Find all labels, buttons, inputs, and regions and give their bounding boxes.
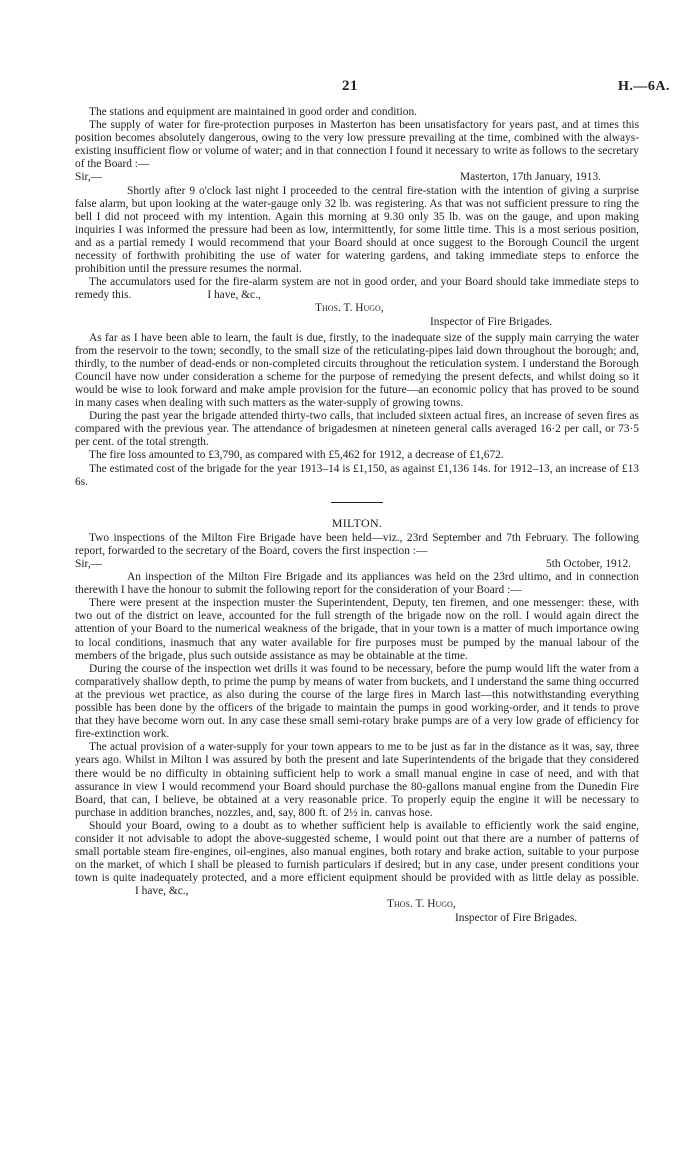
- paragraph-stations: The stations and equipment are maintained in good order and condition.: [89, 106, 418, 118]
- document-reference: H.—6A.: [618, 79, 670, 94]
- paragraph-water-supply: The supply of water for fire-protection purposes in Masterton has been unsatisfactory for years past, and at times this position becomes absolutely dangerous, owing to the very low pressure prevailing at the time, combined with the always-existing insufficient flow or volume of water; and in that connection I found it necessary to write as follows to the secretary of the Board :—: [75, 119, 639, 171]
- letter2-paragraph-1: An inspection of the Milton Fire Brigade and its appliances was held on the 23rd ultimo, and in connection therewith I have the honour to submit the following report for the consideration of your Board :—: [75, 571, 639, 597]
- letter2-date: 5th October, 1912.: [546, 558, 631, 570]
- letter1-title: Inspector of Fire Brigades.: [430, 315, 553, 328]
- letter2-signature: Thos. T. Hugo,: [387, 898, 456, 911]
- letter2-title: Inspector of Fire Brigades.: [455, 911, 578, 924]
- letter1-paragraph-2-text: The accumulators used for the fire-alarm system are not in good order, and your Board should take immediate steps to remedy this.: [75, 276, 639, 302]
- letter1-closing: I have, &c.,: [207, 289, 261, 302]
- letter1-paragraph-2: [75, 276, 639, 302]
- paragraph-calls: During the past year the brigade attended thirty-two calls, that included sixteen actual fires, an increase of seven fires as compared with the previous year. The attendance of brigadesmen at nineteen general calls averaged 16·2 per call, or 73·5 per cent. of the total strength.: [75, 410, 639, 449]
- section-divider: [331, 502, 383, 503]
- section-heading-milton: MILTON.: [331, 515, 383, 530]
- letter1-salutation-row: [75, 171, 639, 184]
- paragraph-milton-inspections: Two inspections of the Milton Fire Brigade have been held—viz., 23rd September and 7th February. The following report, forwarded to the secretary of the Board, covers the first inspection :—: [75, 531, 639, 557]
- page-number: 21: [342, 78, 358, 94]
- letter2-salutation-row: [75, 558, 639, 571]
- letter2-closing: I have, &c.,: [135, 885, 189, 898]
- letter1-place-date: Masterton, 17th January, 1913.: [460, 171, 601, 184]
- paragraph-fault: As far as I have been able to learn, the fault is due, firstly, to the inadequate size of the supply main carrying the water from the reservoir to the town; secondly, to the small size of the reticulating-pipes laid down throughout the borough; and, thirdly, to the number of dead-ends or non-completed circuits throughout the reticulation system. I understand the Borough Council have now under consideration a scheme for the purpose of remedying the present defects, and whilst doing so it would be wise to look forward and make ample provision for the future—an economic policy that has proved to be sound in many cases when dealing with such matters as the water-supply of growing towns.: [75, 331, 639, 410]
- letter2-salutation: Sir,—: [75, 558, 103, 570]
- letter2-paragraph-5-text: Should your Board, owing to a doubt as to whether sufficient help is available to efficiently work the said engine, consider it not advisable to adopt the above-suggested scheme, I would point out that there are a number of patterns of small portable steam fire-engines, oil-engines, also manual engines, both rotary and brake action, suitable to your purpose on the market, of which I shall be pleased to furnish particulars if desired; but in any case, under present conditions your town is quite inadequately protected, and a more efficient equipment should be provided with as little delay as possible.: [75, 819, 639, 885]
- letter2-paragraph-3: During the course of the inspection wet drills it was found to be necessary, before the pump would lift the water from a comparatively shallow depth, to prime the pump by means of water from buckets, and I understand the same thing occurred at the previous wet practice, as also during the course of the large fires in March last—this notwithstanding everything possible has been done by the officers of the brigade to maintain the pumps in good working-order, and it tends to prove that they have become worn out. In any case these small semi-rotary brake pumps are of a very low grade of efficiency for fire-extinction work.: [75, 662, 639, 741]
- letter2-paragraph-4: The actual provision of a water-supply for your town appears to me to be just as far in the distance as it was, say, three years ago. Whilst in Milton I was assured by both the present and late Superintendents of the brigade that they considered there would be no difficulty in obtaining sufficient help to work a small manual engine in case of need, and with that assurance in view I would recommend your Board should purchase the 80-gallons manual engine from the Dunedin Fire Board, that can, I believe, be obtained at a very reasonable price. To properly equip the engine it will be necessary to purchase in addition branches, nozzles, and, say, 800 ft. of 2½ in. canvas hose.: [75, 741, 639, 819]
- letter1-salutation: Sir,—: [75, 171, 103, 184]
- letter2-paragraph-5: [75, 820, 639, 899]
- letter2-paragraph-2: There were present at the inspection muster the Superintendent, Deputy, ten firemen, and one messenger: these, with two out of the district on leave, accounted for the full strength of the brigade now on the roll. I would again direct the attention of your Board to the numerical weakness of the brigade, that in your town is a matter of much importance owing to local conditions, inasmuch that any water available for fire purposes must be pumped by the manual labour of the members of the brigade, plus such outside assistance as may be obtainable at the time.: [75, 597, 639, 662]
- paragraph-estimated-cost: The estimated cost of the brigade for the year 1913–14 is £1,150, as against £1,136 14s. for 1912–13, an increase of £13 6s.: [75, 462, 639, 488]
- letter1-signature: Thos. T. Hugo,: [315, 302, 384, 315]
- document-body: [75, 106, 639, 925]
- paragraph-fire-loss: The fire loss amounted to £3,790, as compared with £5,462 for 1912, a decrease of £1,672.: [89, 449, 504, 462]
- letter1-paragraph-1: Shortly after 9 o'clock last night I proceeded to the central fire-station with the intention of giving a surprise false alarm, but upon looking at the water-gauge only 32 lb. was registering. As that was not sufficient pressure to ring the bell I did not proceed with my intention. Again this morning at 9.30 only 35 lb. was on the gauge, and upon making inquiries I was informed the pressure had been as low, intermittently, for some little time. This is a most serious position, and as a partial remedy I would recommend that your Board should at once suggest to the Borough Council the urgent necessity of forthwith prohibiting the use of water for watering gardens, and taking immediate steps to enforce the prohibition until the pressure resumes the normal.: [75, 184, 639, 276]
